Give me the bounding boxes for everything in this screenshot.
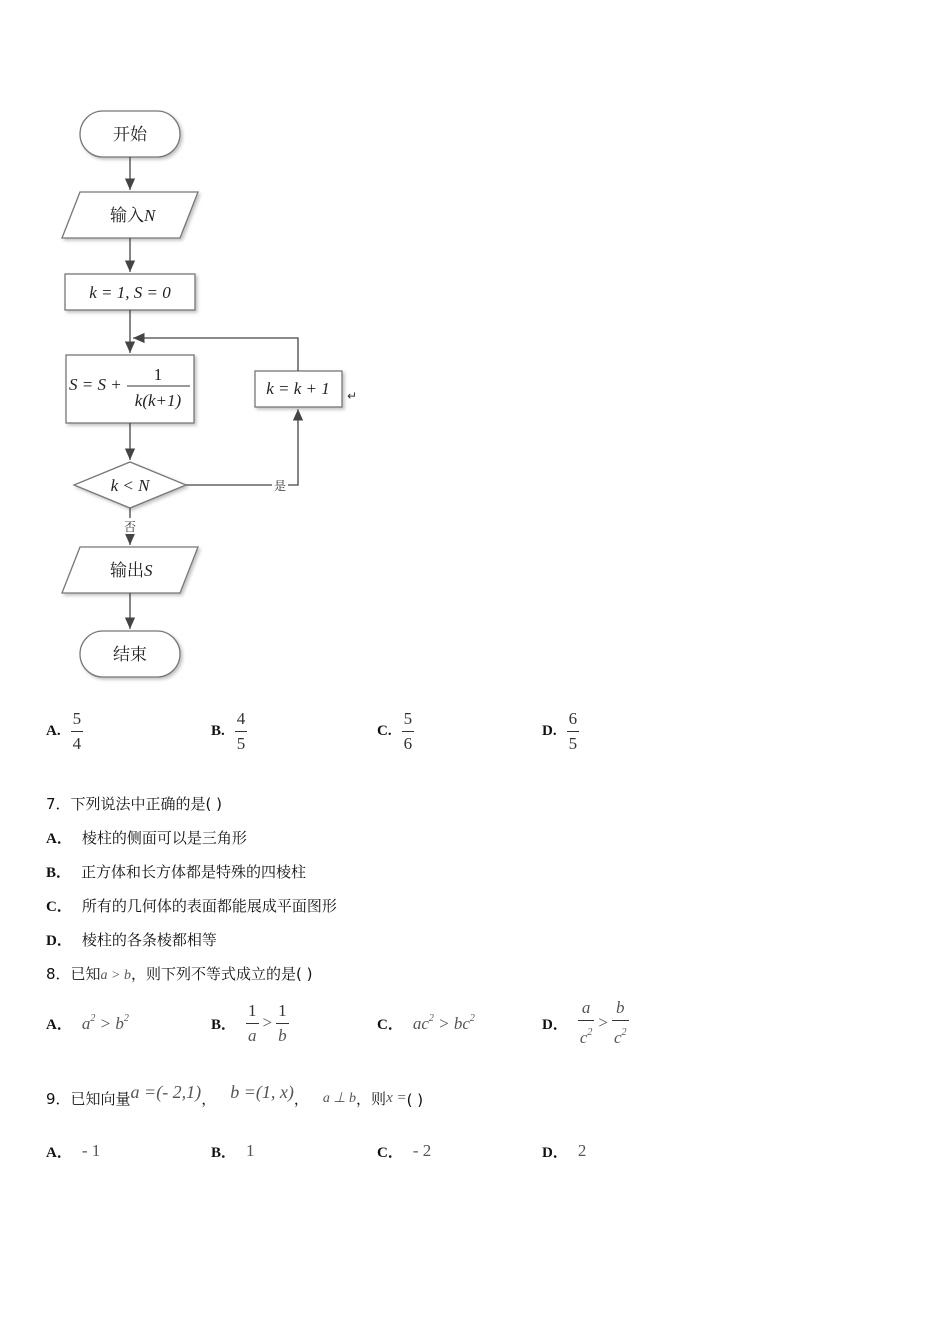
flow-condition-label: k < N	[110, 476, 150, 495]
flow-update-num: 1	[153, 365, 163, 384]
q9-option-c[interactable]: C． - 2	[377, 1141, 432, 1161]
flow-output-label: 输出	[110, 561, 144, 581]
q9-option-d[interactable]: D． 2	[542, 1141, 587, 1161]
flow-output	[62, 547, 198, 593]
flow-increment	[255, 371, 342, 407]
flow-update-sum	[66, 355, 194, 423]
q8-condition: a > b	[100, 968, 131, 983]
q8-option-a[interactable]: A． $a^2 > b^2$	[46, 1012, 129, 1033]
flow-init	[65, 274, 195, 310]
flowchart	[0, 0, 400, 700]
q9-stem: 9．已知向量 a =(- 2,1) ， b =(1, x) ， a ⊥ b ，则 x = ( )	[46, 1082, 424, 1109]
fraction: $\frac{1}{a}$	[248, 1000, 257, 1045]
q8-option-c[interactable]: C． $ac^2 > bc^2$	[377, 1012, 475, 1033]
q8-option-b[interactable]: B． $\frac{1}{a}$ > $\frac{1}{b}$	[211, 1000, 287, 1045]
q7-option-a[interactable]: A． 棱柱的侧面可以是三角形	[46, 829, 247, 847]
q9-vector-b: b =(1, x)	[230, 1082, 294, 1102]
fraction: $\frac{5}{6}$	[403, 708, 413, 753]
q6-options	[0, 706, 950, 756]
return-mark: ↵	[347, 389, 358, 403]
flow-start-label: 开始	[113, 125, 147, 145]
flow-increment-label: k = k + 1	[266, 379, 330, 398]
q6-option-c[interactable]	[377, 706, 414, 756]
q6-option-b[interactable]	[211, 706, 247, 756]
flow-no-label: 否	[123, 520, 137, 534]
flow-output-var: S	[144, 561, 153, 580]
flow-input-label: 输入	[110, 206, 144, 226]
option-letter: B.	[211, 722, 225, 739]
flow-condition	[74, 462, 186, 508]
svg-text:输出S	[110, 561, 153, 581]
flow-input-var: N	[144, 206, 156, 225]
fraction: $\frac{b}{c^2}$	[613, 998, 627, 1047]
q7-option-b[interactable]: B． 正方体和长方体都是特殊的四棱柱	[46, 863, 307, 881]
option-letter: D.	[542, 722, 557, 739]
q8-stem: 8．已知a > b，则下列不等式成立的是( )	[46, 965, 313, 983]
fraction: $\frac{1}{b}$	[278, 1000, 287, 1045]
flow-input	[62, 192, 198, 238]
q7-option-c[interactable]: C． 所有的几何体的表面都能展成平面图形	[46, 897, 337, 915]
q9-perp: a ⊥ b	[322, 1091, 357, 1106]
flow-update-den: k(k+1)	[134, 391, 182, 410]
q9-option-a[interactable]: A． - 1	[46, 1141, 101, 1161]
flow-yes-label: 是	[273, 479, 287, 493]
q7-stem: 7．下列说法中正确的是( )	[46, 795, 223, 813]
q8-options	[0, 996, 950, 1050]
q9-vector-a: a =(- 2,1)	[130, 1082, 202, 1102]
flow-end-label: 结束	[113, 645, 147, 665]
flow-update-lhs: S = S +	[69, 375, 122, 394]
flow-start	[80, 111, 180, 157]
fraction: $\frac{6}{5}$	[568, 708, 578, 753]
q9-option-b[interactable]: B． 1	[211, 1141, 255, 1161]
option-letter: A.	[46, 722, 61, 739]
q6-option-a[interactable]	[46, 706, 83, 756]
fraction: $\frac{a}{c^2}$	[579, 998, 593, 1047]
fraction: $\frac{4}{5}$	[236, 708, 246, 753]
flow-end	[80, 631, 180, 677]
fraction: $\frac{5}{4}$	[72, 708, 82, 753]
q6-option-d[interactable]	[542, 706, 579, 756]
q9-x-eq: x =	[386, 1090, 407, 1106]
q8-option-d[interactable]: D． $\frac{a}{c^2}$ > $\frac{b}{c^2}$	[542, 998, 627, 1047]
q9-options	[0, 1136, 950, 1166]
option-letter: C.	[377, 722, 392, 739]
svg-text:输入N	[110, 206, 157, 226]
q7-option-d[interactable]: D． 棱柱的各条棱都相等	[46, 931, 217, 949]
flow-init-label: k = 1, S = 0	[89, 283, 171, 302]
